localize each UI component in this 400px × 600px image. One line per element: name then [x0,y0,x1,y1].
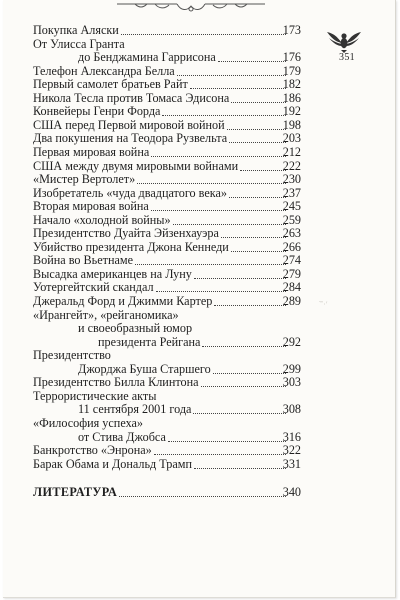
toc-entry-title: Изобретатель «чуда двадцатого века» [33,185,227,200]
toc-page-number: 274 [282,253,301,268]
toc-entry [3,376,303,389]
bleed-through-mark: ‷·′ [319,300,328,309]
toc-page-number: 284 [282,280,301,295]
toc-entry-title: Президентство Билла Клинтона [33,375,199,390]
toc-entry [3,241,303,254]
toc-entry-line: и своеобразный юмор [78,321,193,336]
toc-page-number: 186 [282,90,301,105]
toc-page-number: 292 [282,334,301,349]
toc-page-number: 192 [282,104,301,119]
toc-entry [3,105,303,118]
toc-page-number: 203 [282,131,301,146]
toc-page-number: 198 [282,117,301,132]
toc-entry [3,403,303,416]
toc-entry-title: Джорджа Буша Старшего [78,361,211,376]
toc-page-number: 266 [282,239,301,254]
toc-entry-title: Первый самолет братьев Райт [33,77,188,92]
toc-entry-line: «Философия успеха» [33,415,144,430]
toc-page-number: 331 [282,456,301,471]
toc-entry [3,119,303,132]
toc-entry-title: Конвейеры Генри Форда [33,104,161,119]
toc-entry-line: Террористические акты [33,388,157,403]
toc-page-number: 340 [282,485,301,500]
toc-entry-title: 11 сентября 2001 года [78,402,192,417]
toc-entry-title: до Бенджамина Гаррисона [78,50,216,65]
toc-page-number: 237 [282,185,301,200]
toc-entry-title: Война во Вьетнаме [33,253,134,268]
toc-entry-title: президента Рейгана [98,334,201,349]
eagle-emblem-icon [325,26,363,54]
toc-entry-title: Вторая мировая война [33,199,149,214]
toc-entry [3,214,303,227]
toc-entry-title: Президентство Дуайта Эйзенхауэра [33,226,219,241]
toc-page-number: 299 [282,361,301,376]
toc-entry [3,336,303,349]
toc-entry-title: «Мистер Вертолет» [33,172,136,187]
toc-entry-title: США перед Первой мировой войной [33,117,225,132]
toc-page-number: 245 [282,199,301,214]
toc-page-number: 179 [282,63,301,78]
toc-page-number: 212 [282,144,301,159]
toc-entry-line: Президентство [33,348,111,363]
table-of-contents [3,0,303,600]
toc-entry [3,187,303,200]
toc-entry [3,92,303,105]
toc-entry [3,51,303,64]
toc-entry-title: Банкротство «Энрона» [33,443,152,458]
toc-entry [3,227,303,240]
toc-entry [3,173,303,186]
toc-page-number: 173 [282,23,301,37]
toc-page-number: 222 [282,158,301,173]
toc-entry [3,431,303,444]
toc-entry [3,458,303,471]
toc-entry-title: от Стива Джобса [78,429,166,444]
toc-page-number: 279 [282,266,301,281]
toc-entry-title: Начало «холодной войны» [33,212,171,227]
toc-page-number: 230 [282,172,301,187]
toc-entry-title: Уотергейтский скандал [33,280,154,295]
toc-entry-title: Барак Обама и Дональд Трамп [33,456,192,471]
toc-entry [3,268,303,281]
toc-entry [3,160,303,173]
toc-page-number: 316 [282,429,301,444]
toc-entry-line: От Улисса Гранта [33,36,125,51]
toc-entry [3,295,303,308]
toc-entry [3,146,303,159]
toc-page-number: 289 [282,294,301,308]
toc-page-number: 259 [282,212,301,227]
toc-entry [3,132,303,145]
toc-entry-line: «Ирангейт», «рейганомика» [33,307,179,322]
toc-page-number: 303 [282,375,301,390]
toc-page-number: 182 [282,77,301,92]
toc-page-number: 322 [282,443,301,458]
toc-entry-title: Первая мировая война [33,144,150,159]
toc-page-number: 263 [282,226,301,241]
toc-entry-title: Джеральд Форд и Джимми Картер [33,294,213,308]
toc-entry-title: Никола Тесла против Томаса Эдисона [33,90,230,105]
toc-entry [3,281,303,294]
toc-entry-title: Убийство президента Джона Кеннеди [33,239,229,254]
book-page [3,0,396,598]
toc-page-number: 308 [282,402,301,417]
toc-heading [3,486,303,499]
toc-entry-title: ЛИТЕРАТУРА [33,485,118,500]
toc-page-number: 176 [282,50,301,65]
page-number: 351 [339,52,355,63]
toc-entry-title: Покупка Аляски [33,23,119,37]
toc-entry-title: США между двумя мировыми войнами [33,158,239,173]
toc-entry [3,24,303,37]
toc-entry [3,78,303,91]
toc-entry-title: Высадка американцев на Луну [33,266,192,281]
toc-entry [3,363,303,376]
toc-entry-title: Телефон Александра Белла [33,63,175,78]
toc-entry [3,444,303,457]
toc-entry [3,65,303,78]
toc-entry-title: Два покушения на Теодора Рузвельта [33,131,228,146]
toc-entry [3,254,303,267]
toc-entry [3,200,303,213]
